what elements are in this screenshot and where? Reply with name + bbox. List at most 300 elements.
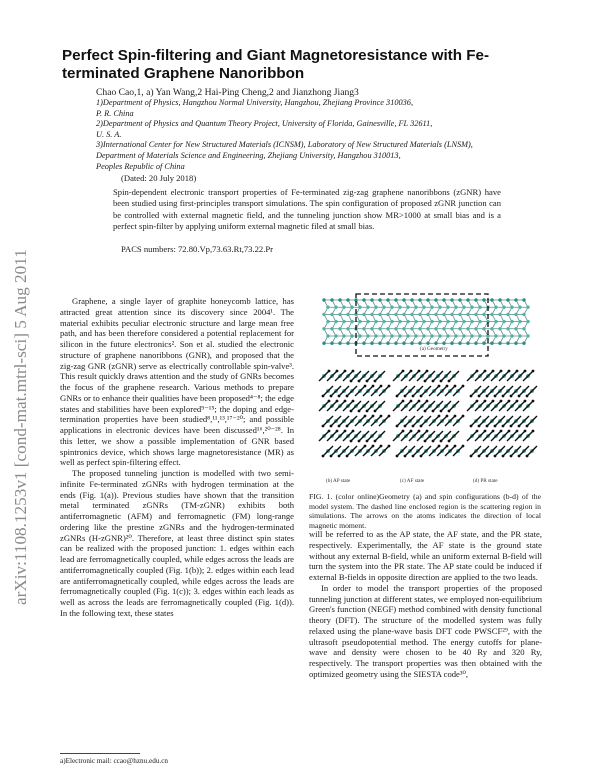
spin-arrow-head [418, 400, 421, 403]
atom [410, 327, 413, 330]
spin-arrow [421, 416, 431, 426]
spin-arrow-head [440, 440, 443, 443]
paragraph: will be referred to as the AP state, the AF state, and the PR state, respectively. Experimentally, the AF state is the ground state without any external B-field, while an uniform external B-field will turn the system into the PR state. The AP state could be induced if external B-fields in opposite direction are applied to the two leads. [309, 529, 542, 582]
atom [330, 298, 333, 301]
atom [374, 320, 377, 323]
spin-arrow-head [424, 440, 427, 443]
atom [418, 342, 421, 345]
atom [438, 320, 441, 323]
spin-arrow [323, 416, 333, 426]
spin-arrow-head [402, 400, 405, 403]
spin-arrow-head [448, 410, 451, 413]
atom [322, 313, 325, 316]
atom [458, 313, 461, 316]
atom [346, 342, 349, 345]
spin-arrow-head [344, 430, 347, 433]
spin-arrow [379, 446, 389, 456]
spin-arrow-head [322, 455, 325, 458]
spin-arrow [339, 416, 349, 426]
spin-arrow-head [396, 455, 399, 458]
spin-arrow [405, 386, 415, 396]
spin-arrow-head [388, 445, 391, 448]
spin-arrow-head [350, 410, 353, 413]
spin-arrow-head [350, 440, 353, 443]
atom [434, 327, 437, 330]
spin-arrow [393, 401, 403, 411]
atom [490, 342, 493, 345]
af-state-panel [393, 370, 464, 458]
spin-arrow [499, 431, 509, 441]
spin-arrow [491, 401, 501, 411]
figure-graphic [316, 290, 541, 486]
spin-arrow [319, 401, 329, 411]
spin-arrow [347, 416, 357, 426]
atom [338, 327, 341, 330]
arxiv-id: arXiv:1108.1253v1 [cond-mat.mtrl-sci] 5 Aug 2011 [11, 249, 30, 605]
spin-arrow [467, 431, 477, 441]
spin-arrow [503, 416, 513, 426]
atom [434, 298, 437, 301]
spin-arrow [371, 416, 381, 426]
spin-arrow-head [478, 455, 481, 458]
spin-arrow-head [380, 385, 383, 388]
spin-arrow [453, 446, 463, 456]
spin-arrow [355, 446, 365, 456]
spin-arrow [379, 386, 389, 396]
spin-arrow [417, 401, 427, 411]
spin-arrow-head [470, 425, 473, 428]
spin-arrow [467, 401, 477, 411]
spin-arrow-head [526, 395, 529, 398]
spin-arrow [433, 431, 443, 441]
atom [346, 327, 349, 330]
atom [394, 327, 397, 330]
spin-arrow [433, 401, 443, 411]
atom [422, 306, 425, 309]
spin-arrow-head [454, 445, 457, 448]
atom [350, 334, 353, 337]
spin-arrow [507, 371, 517, 381]
atom [410, 298, 413, 301]
atom [366, 334, 369, 337]
spin-arrow-head [364, 445, 367, 448]
spin-arrow [487, 416, 497, 426]
spin-arrow [425, 431, 435, 441]
spin-arrow [527, 446, 537, 456]
spin-arrow [471, 386, 481, 396]
label-af-state: (c) AF state [400, 478, 425, 484]
spin-arrow-head [330, 455, 333, 458]
spin-arrow [375, 371, 385, 381]
atom [334, 334, 337, 337]
spin-arrow [429, 446, 439, 456]
atom [330, 313, 333, 316]
spin-arrow-head [336, 430, 339, 433]
atom [438, 306, 441, 309]
atom [434, 342, 437, 345]
figure-1 [316, 290, 541, 486]
spin-arrow-head [364, 415, 367, 418]
atom [514, 313, 517, 316]
spin-arrow [319, 431, 329, 441]
atom [342, 334, 345, 337]
spin-arrow-head [380, 415, 383, 418]
atom [478, 306, 481, 309]
spin-arrow-head [432, 380, 435, 383]
spin-arrow-head [420, 425, 423, 428]
affiliation-line: 2)Department of Physics and Quantum Theory Project, University of Florida, Gainesville, FL 32611, [96, 119, 433, 129]
atom [410, 313, 413, 316]
spin-arrow-head [346, 425, 349, 428]
atom [474, 298, 477, 301]
spin-arrow [343, 431, 353, 441]
atom [338, 298, 341, 301]
atom [370, 313, 373, 316]
spin-arrow-head [380, 445, 383, 448]
spin-arrow [483, 401, 493, 411]
atom [330, 327, 333, 330]
atom [510, 320, 513, 323]
arxiv-stamp [8, 200, 32, 610]
atom [490, 327, 493, 330]
spin-arrow-head [396, 395, 399, 398]
spin-arrow [343, 371, 353, 381]
spin-arrow [347, 386, 357, 396]
spin-arrow-head [526, 425, 529, 428]
right-column [309, 529, 542, 680]
spin-arrow-head [462, 385, 465, 388]
spin-arrow [453, 386, 463, 396]
spin-arrow-head [372, 415, 375, 418]
atom [402, 327, 405, 330]
atom [442, 342, 445, 345]
atom [398, 320, 401, 323]
label-geometry: (a) Geometry [420, 346, 448, 352]
spin-arrow-head [404, 395, 407, 398]
spin-arrow-head [396, 425, 399, 428]
spin-arrow-head [476, 370, 479, 373]
spin-arrow [487, 446, 497, 456]
atom [406, 320, 409, 323]
spin-arrow-head [328, 430, 331, 433]
atom [326, 320, 329, 323]
spin-arrow [335, 371, 345, 381]
spin-arrow-head [532, 430, 535, 433]
spin-arrow-head [330, 425, 333, 428]
atom [402, 313, 405, 316]
atom [454, 334, 457, 337]
atom [378, 327, 381, 330]
spin-arrow-head [338, 425, 341, 428]
spin-arrow [495, 446, 505, 456]
atom [438, 334, 441, 337]
atom [498, 327, 501, 330]
atom [426, 298, 429, 301]
spin-arrow [405, 416, 415, 426]
spin-arrow-head [484, 430, 487, 433]
spin-arrow-head [358, 380, 361, 383]
spin-arrow [331, 446, 341, 456]
atom [522, 298, 525, 301]
atom [498, 342, 501, 345]
atom [330, 342, 333, 345]
spin-arrow-head [510, 395, 513, 398]
spin-arrow [323, 446, 333, 456]
atom [370, 327, 373, 330]
spin-arrow-head [322, 395, 325, 398]
spin-arrow-head [404, 425, 407, 428]
spin-arrow [371, 386, 381, 396]
spin-arrow [401, 371, 411, 381]
spin-arrow [527, 416, 537, 426]
spin-arrow-head [492, 430, 495, 433]
spin-arrow [483, 371, 493, 381]
atom [398, 334, 401, 337]
atom [494, 334, 497, 337]
spin-arrow-head [476, 430, 479, 433]
spin-arrow [351, 371, 361, 381]
spin-arrow [453, 416, 463, 426]
ap-state-panel [319, 370, 390, 458]
spin-arrow [495, 416, 505, 426]
atom [482, 298, 485, 301]
spin-arrow [479, 446, 489, 456]
spin-arrow-head [524, 430, 527, 433]
atom [450, 313, 453, 316]
spin-arrow-head [532, 370, 535, 373]
spin-arrow-head [374, 380, 377, 383]
spin-arrow [449, 401, 459, 411]
spin-arrow-head [402, 430, 405, 433]
atom [370, 298, 373, 301]
spin-arrow [417, 371, 427, 381]
atom [430, 320, 433, 323]
spin-arrow-head [352, 400, 355, 403]
spin-arrow [515, 431, 525, 441]
atom [374, 334, 377, 337]
spin-arrow [425, 401, 435, 411]
affiliation-line: 3)International Center for New Structured Materials (ICNSM), Laboratory of New Structured Materials (LNSM), [96, 140, 473, 150]
spin-arrow-head [502, 455, 505, 458]
spin-arrow-head [322, 425, 325, 428]
spin-arrow [479, 416, 489, 426]
atom [346, 298, 349, 301]
atom [466, 298, 469, 301]
atom [406, 334, 409, 337]
spin-arrow [367, 401, 377, 411]
spin-arrow [351, 401, 361, 411]
spin-arrow-head [494, 455, 497, 458]
atom [422, 320, 425, 323]
spin-arrow-head [508, 370, 511, 373]
atom [402, 342, 405, 345]
atom [342, 320, 345, 323]
atom [470, 320, 473, 323]
spin-arrow-head [494, 425, 497, 428]
atom [382, 320, 385, 323]
spin-arrow-head [336, 400, 339, 403]
atom [382, 334, 385, 337]
spin-arrow-head [366, 440, 369, 443]
spin-arrow-head [492, 370, 495, 373]
spin-arrow-head [484, 400, 487, 403]
atom [466, 313, 469, 316]
atom [494, 306, 497, 309]
atom [450, 342, 453, 345]
spin-arrow-head [492, 400, 495, 403]
spin-arrow-head [478, 425, 481, 428]
affiliation-line: 1)Department of Physics, Hangzhou Normal University, Hangzhou, Zhejiang Province 310036, [96, 98, 414, 107]
spin-arrow-head [424, 380, 427, 383]
paragraph: In order to model the transport properties of the proposed tunneling junction at different states, we employed non-equilibrium Green's function (NEGF) method combined with density functional theory (DFT). The structure of the modelled system was fully relaxed using the plane-wave basis DFT code PWSCF²⁹, with the ultrasoft pseudopotential method. The energy cutoffs for plane-wave and density were chosen to be 40 Ry and 320 Ry, respectively. The transport properties was then obtained with the optimized geometry using the SIESTA code³⁰, [309, 582, 542, 679]
spin-arrow [507, 401, 517, 411]
spin-arrow-head [330, 395, 333, 398]
spin-arrow-head [446, 415, 449, 418]
spin-arrow [401, 431, 411, 441]
atom [502, 306, 505, 309]
spin-arrow-head [372, 445, 375, 448]
atom [462, 306, 465, 309]
spin-arrow [393, 431, 403, 441]
atom [386, 313, 389, 316]
atom [434, 313, 437, 316]
spin-arrow-head [328, 400, 331, 403]
spin-arrow [375, 401, 385, 411]
atom [322, 298, 325, 301]
atom [450, 298, 453, 301]
spin-arrow-head [476, 400, 479, 403]
spin-arrow [327, 371, 337, 381]
spin-arrow [499, 401, 509, 411]
spin-arrow [523, 431, 533, 441]
atom [382, 306, 385, 309]
spin-arrow [429, 416, 439, 426]
spin-arrow-head [336, 370, 339, 373]
spin-arrow [397, 446, 407, 456]
atom [390, 320, 393, 323]
atom [522, 313, 525, 316]
atom [394, 342, 397, 345]
spin-arrow [347, 446, 357, 456]
atom [526, 306, 529, 309]
atom [346, 313, 349, 316]
spin-arrow [405, 446, 415, 456]
spin-arrow-head [454, 385, 457, 388]
atom [414, 306, 417, 309]
atom [506, 298, 509, 301]
spin-arrow-head [426, 370, 429, 373]
spin-arrow [449, 431, 459, 441]
spin-arrow [327, 401, 337, 411]
atom [506, 327, 509, 330]
spin-arrow-head [446, 385, 449, 388]
atom [458, 327, 461, 330]
spin-arrow [437, 416, 447, 426]
atom [458, 342, 461, 345]
abstract: Spin-dependent electronic transport properties of Fe-terminated zig-zag graphene nanoribbons (zGNR) have been studied using first-principles transport simulations. The spin configuration of proposed zGNR junction can be controlled with external magnetic field, and the tunneling junction show MR>1000 at small bias and is a perfect spin-filter by applying uniform external magnetic filed at small bias. [113, 187, 501, 231]
atom [374, 306, 377, 309]
pr-state-panel [467, 370, 537, 458]
spin-arrow [355, 386, 365, 396]
spin-arrow-head [440, 380, 443, 383]
spin-arrow [491, 371, 501, 381]
spin-arrow [363, 386, 373, 396]
spin-arrow [397, 386, 407, 396]
atom [514, 342, 517, 345]
spin-arrow [367, 431, 377, 441]
atom [342, 306, 345, 309]
spin-arrow-head [510, 455, 513, 458]
spin-arrow-head [412, 425, 415, 428]
atom [414, 334, 417, 337]
atom [466, 327, 469, 330]
atom [338, 342, 341, 345]
spin-arrow [339, 446, 349, 456]
atom [446, 320, 449, 323]
pacs-numbers: PACS numbers: 72.80.Vp,73.63.Rt,73.22.Pr [121, 244, 274, 254]
spin-arrow-head [500, 430, 503, 433]
spin-arrow-head [500, 400, 503, 403]
atom [362, 342, 365, 345]
atom [442, 298, 445, 301]
spin-arrow [437, 386, 447, 396]
spin-arrow [483, 431, 493, 441]
spin-arrow [441, 431, 451, 441]
spin-arrow [359, 431, 369, 441]
atom [386, 327, 389, 330]
atom [518, 320, 521, 323]
spin-arrow-head [410, 400, 413, 403]
spin-arrow-head [518, 425, 521, 428]
atom [378, 298, 381, 301]
spin-arrow [507, 431, 517, 441]
atom [386, 298, 389, 301]
spin-arrow [519, 386, 529, 396]
spin-arrow-head [432, 440, 435, 443]
atom [462, 334, 465, 337]
atom [526, 334, 529, 337]
spin-arrow [503, 386, 513, 396]
atom [426, 342, 429, 345]
atom [350, 320, 353, 323]
atom [326, 334, 329, 337]
spin-arrow [323, 386, 333, 396]
spin-arrow-head [372, 385, 375, 388]
paragraph: Graphene, a single layer of graphite honeycomb lattice, has attracted great attention since its discovery since 2004¹. The material exhibits peculiar electronic structure and large mean free path, and has been therefore considered a potential replacement for silicon in the future electronics². Son et al. studied the electronic structure of graphene nanoribbons (GNR), and proposed that the zig-zag GNR (zGNR) serve as electrically controllable spin-valve³. This result quickly draws attention and the study of GNRs becomes the focus of the graphene research. Various methods to prepare GNRs or to enhance their qualities have been proposed⁴⁻⁸; the edge states and stabilities have been explored⁹⁻¹⁵; the doping and edge-termination properties have been studied⁸,¹¹,¹³,¹⁷⁻²⁰; and possible applications in electronic devices have been discussed¹⁶,²⁰⁻²⁸. In this letter, we show a possible implementation of GNR based spintronics device, which shows large magnetoresistance (MR) as well as perfect spin-filtering effect. [60, 296, 294, 468]
spin-arrow [503, 446, 513, 456]
atom [426, 327, 429, 330]
atom [358, 306, 361, 309]
spin-arrow-head [402, 370, 405, 373]
atom [322, 342, 325, 345]
atom [498, 298, 501, 301]
atom [470, 334, 473, 337]
spin-arrow-head [438, 445, 441, 448]
spin-arrow [421, 386, 431, 396]
spin-arrow [519, 416, 529, 426]
atom [498, 313, 501, 316]
spin-arrow-head [438, 415, 441, 418]
spin-arrow [523, 401, 533, 411]
spin-arrow [491, 431, 501, 441]
author-list: Chao Cao,1, a) Yan Wang,2 Hai-Ping Cheng,2 and Jianzhong Jiang3 [96, 87, 359, 98]
spin-arrow [409, 431, 419, 441]
spin-arrow [437, 446, 447, 456]
spin-arrow-head [364, 385, 367, 388]
label-pr-state: (d) PR state [473, 478, 498, 484]
atom [350, 306, 353, 309]
spin-arrow [475, 371, 485, 381]
